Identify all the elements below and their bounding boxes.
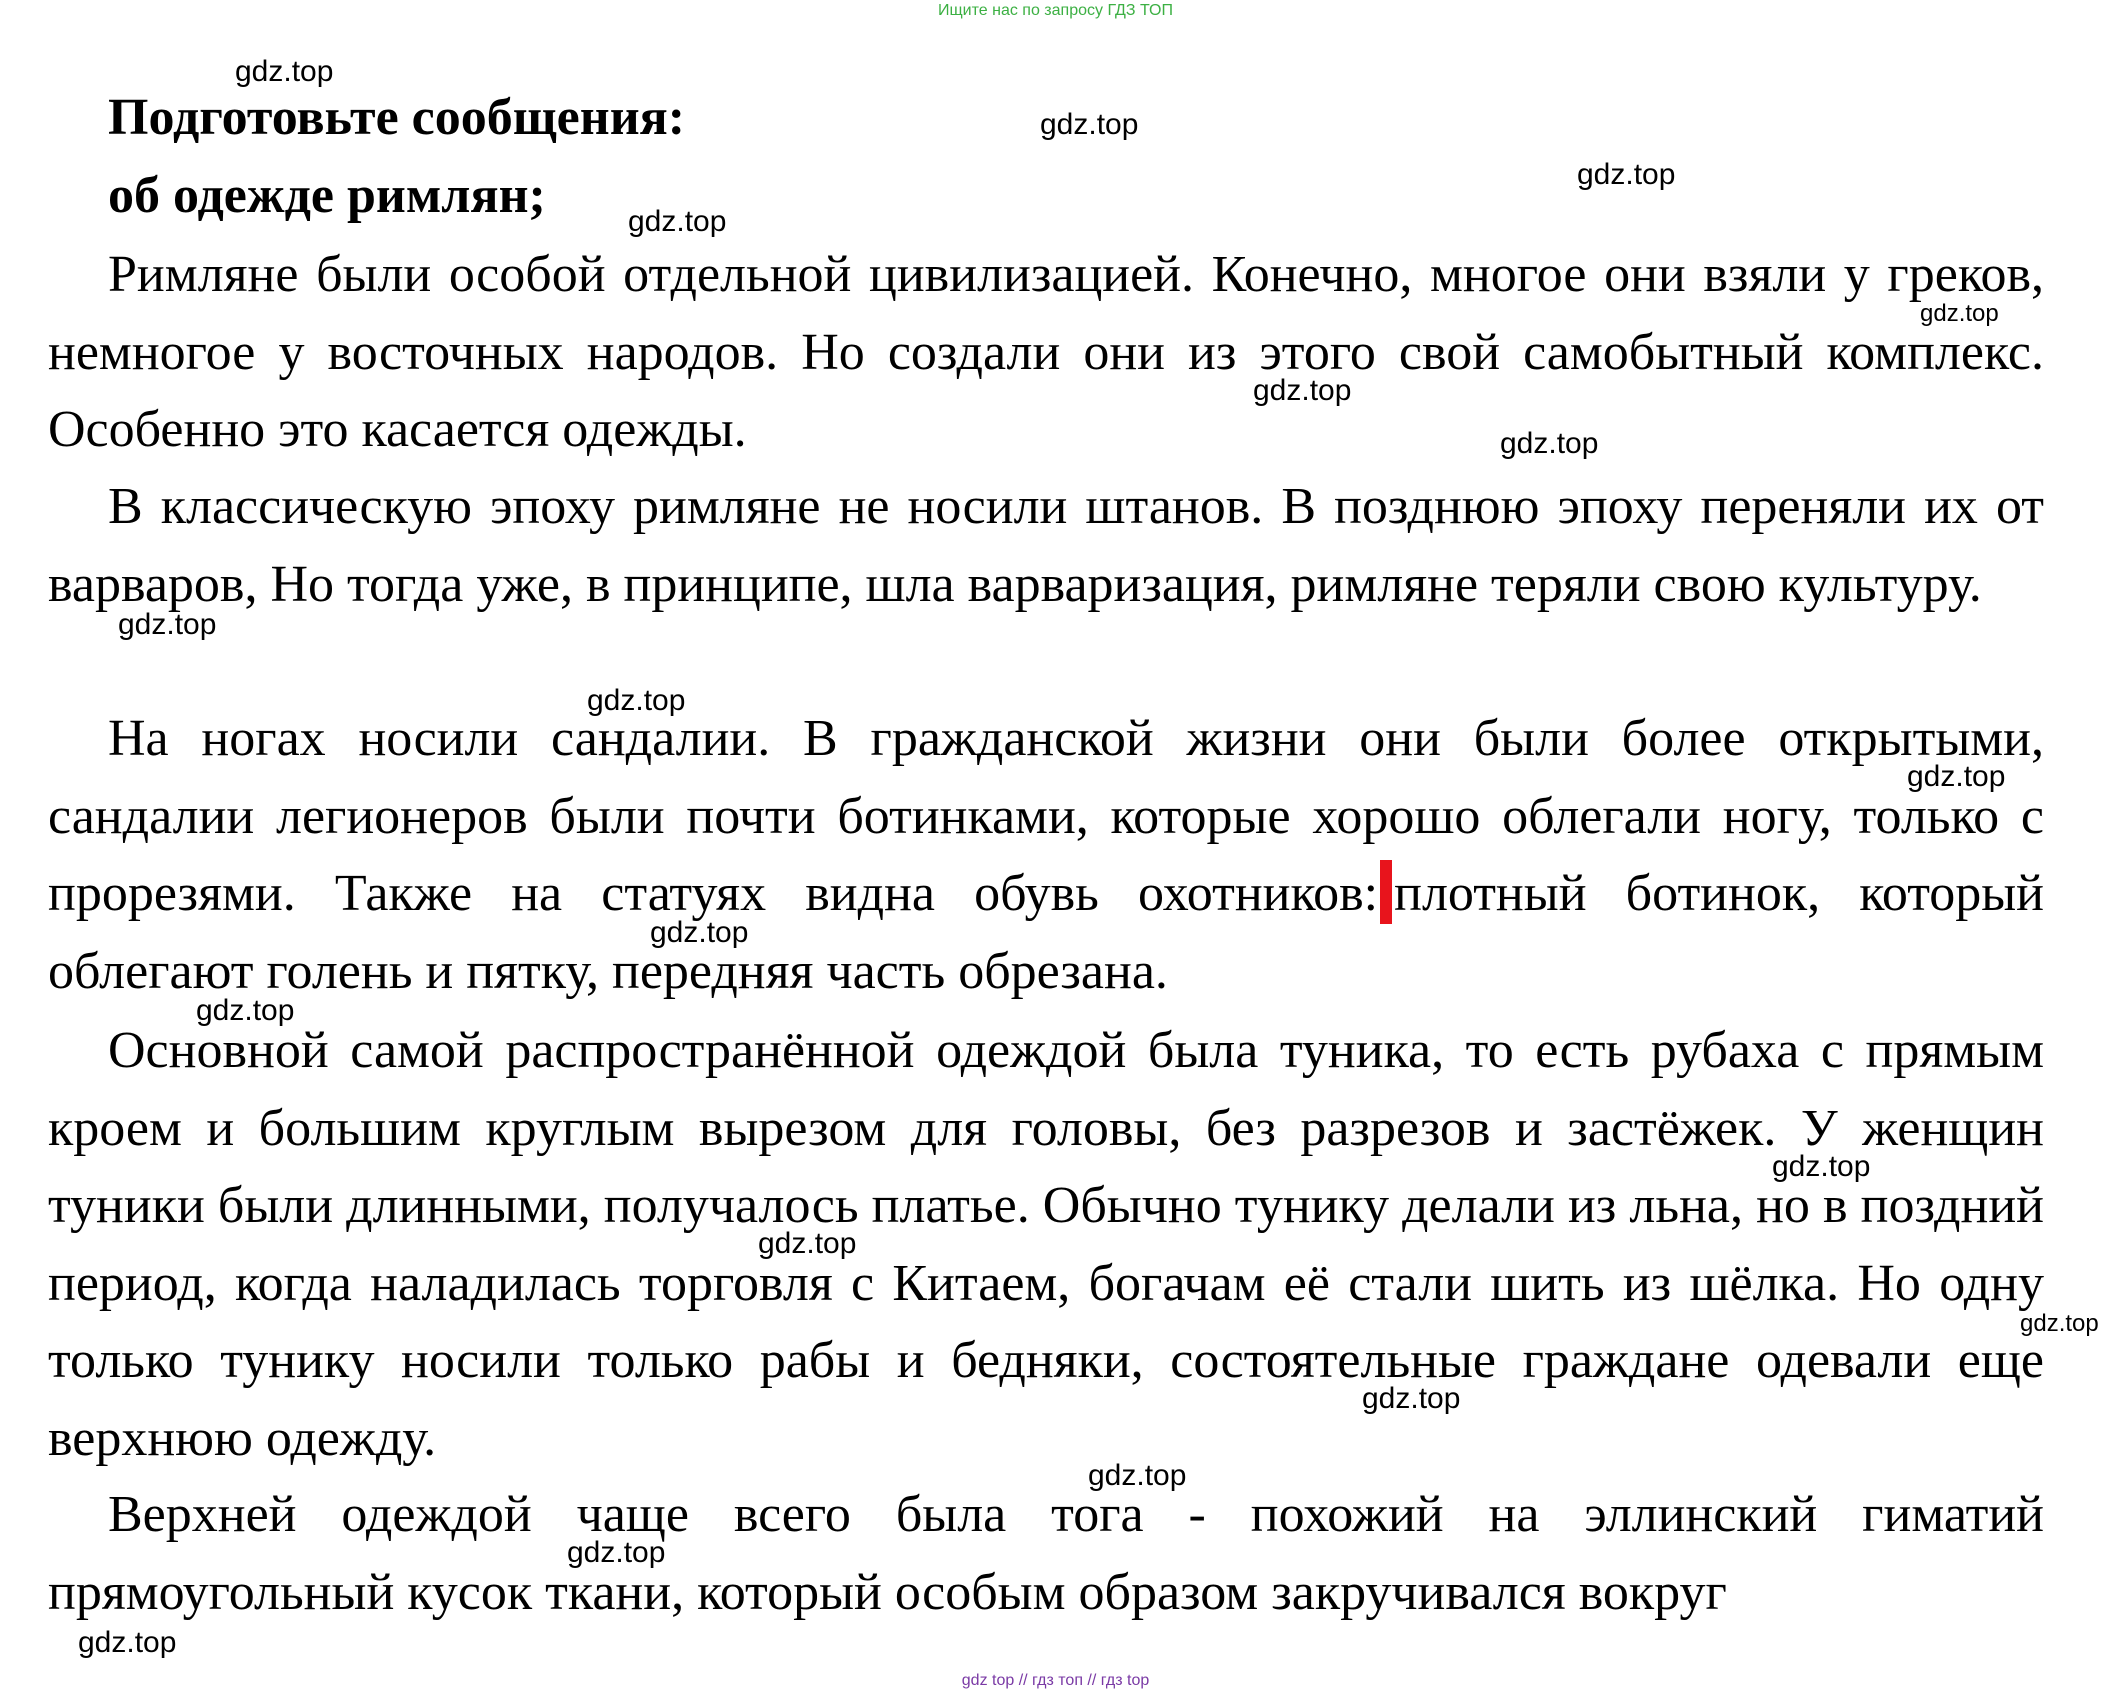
watermark: gdz.top xyxy=(235,55,334,88)
watermark: gdz.top xyxy=(1907,760,2006,793)
paragraph-3-part-1: На ногах носили сандалии. В гражданской жизни они были более открытыми, сандалии легионеров были почти ботинками, которые хорошо облегали ногу, только с прорезями. Также на статуях видна обувь охотников: xyxy=(48,710,2044,922)
watermark: gdz.top xyxy=(2020,1310,2099,1337)
watermark: gdz.top xyxy=(118,608,217,641)
watermark: gdz.top xyxy=(1920,300,1999,327)
text-cursor xyxy=(1380,860,1392,924)
paragraph-2: В классическую эпоху римляне не носили штанов. В позднюю эпоху переняли их от варваров, Но тогда уже, в принципе, шла варваризация, римляне теряли свою культуру. xyxy=(48,478,2044,613)
watermark: gdz.top xyxy=(1040,108,1139,141)
watermark: gdz.top xyxy=(650,916,749,949)
watermark: gdz.top xyxy=(1772,1150,1871,1183)
watermark: gdz.top xyxy=(1577,158,1676,191)
watermark: gdz.top xyxy=(1253,374,1352,407)
watermark: gdz.top xyxy=(1500,427,1599,460)
heading-line-1: Подготовьте сообщения: xyxy=(108,89,686,146)
top-banner: Ищите нас по запросу ГДЗ ТОП xyxy=(938,2,1173,19)
watermark: gdz.top xyxy=(1088,1459,1187,1492)
paragraph-5: Верхней одеждой чаще всего была тога - похожий на эллинский гиматий прямоугольный кусок ткани, который особым образом закручивался вокруг xyxy=(48,1486,2044,1621)
heading-line-2: об одежде римлян; xyxy=(108,167,546,224)
paragraph-1: Римляне были особой отдельной цивилизацией. Конечно, многое они взяли у греков, немногое у восточных народов. Но создали они из этого свой самобытный комплекс. Особенно это касается одежды. xyxy=(48,246,2044,458)
footer-watermark: gdz top // гдз топ // гдз top xyxy=(961,1672,1150,1689)
watermark: gdz.top xyxy=(628,205,727,238)
watermark: gdz.top xyxy=(567,1536,666,1569)
paragraph-4: Основной самой распространённой одеждой была туника, то есть рубаха с прямым кроем и большим круглым вырезом для головы, без разрезов и застёжек. У женщин туники были длинными, получалось платье. Обычно тунику делали из льна, но в поздний период, когда наладилась торговля с Китаем, богачам её стали шить из шёлка. Но одну только тунику носили только рабы и бедняки, состоятельные граждане одевали еще верхнюю одежду. xyxy=(48,1022,2044,1467)
paragraph-3-part-2: плотный ботинок, который облегают голень и пятку, передняя часть обрезана. xyxy=(48,865,2044,1000)
paragraph-3 xyxy=(48,700,2044,1010)
watermark: gdz.top xyxy=(78,1626,177,1659)
watermark: gdz.top xyxy=(1362,1382,1461,1415)
watermark: gdz.top xyxy=(587,684,686,717)
watermark: gdz.top xyxy=(196,994,295,1027)
watermark: gdz.top xyxy=(758,1227,857,1260)
